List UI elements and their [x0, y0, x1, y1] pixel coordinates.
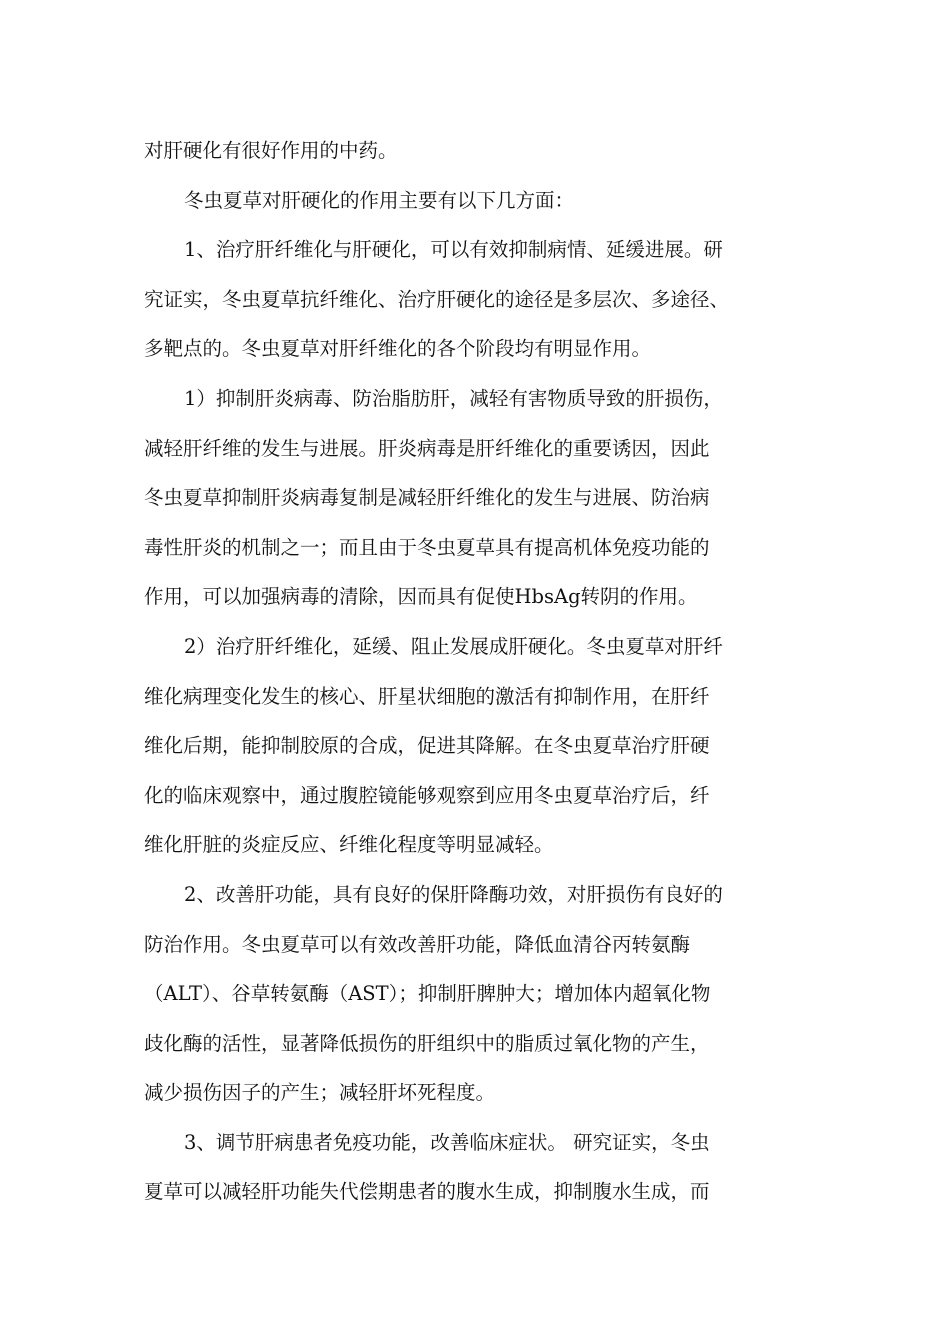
text-line-20: 减少损伤因子的产生；减轻肝坏死程度。: [144, 1081, 496, 1105]
text-line-5: 多靶点的。冬虫夏草对肝纤维化的各个阶段均有明显作用。: [144, 337, 652, 361]
body-text: [144, 126, 824, 1217]
text-line-16: 2、改善肝功能，具有良好的保肝降酶功效，对肝损伤有良好的: [184, 882, 723, 906]
text-line-6: 1）抑制肝炎病毒、防治脂肪肝，减轻有害物质导致的肝损伤，: [184, 386, 723, 410]
text-line-2: 冬虫夏草对肝硬化的作用主要有以下几方面：: [184, 188, 575, 212]
text-line-7: 减轻肝纤维的发生与进展。肝炎病毒是肝纤维化的重要诱因，因此: [144, 436, 710, 460]
text-line-1: 对肝硬化有很好作用的中药。: [144, 139, 398, 162]
text-line-9: 毒性肝炎的机制之一；而且由于冬虫夏草具有提高机体免疫功能的: [144, 535, 710, 559]
text-line-11: 2）治疗肝纤维化，延缓、阻止发展成肝硬化。冬虫夏草对肝纤: [184, 634, 723, 658]
text-line-8: 冬虫夏草抑制肝炎病毒复制是减轻肝纤维化的发生与进展、防治病: [144, 486, 710, 510]
text-line-17: 防治作用。冬虫夏草可以有效改善肝功能，降低血清谷丙转氨酶: [144, 932, 691, 956]
text-line-12: 维化病理变化发生的核心、肝星状细胞的激活有抑制作用，在肝纤: [144, 684, 710, 708]
text-line-3: 1、治疗肝纤维化与肝硬化，可以有效抑制病情、延缓进展。研: [184, 238, 723, 262]
text-line-18: （ALT）、谷草转氨酶（AST）；抑制肝脾肿大；增加体内超氧化物: [144, 982, 711, 1006]
text-line-14: 化的临床观察中，通过腹腔镜能够观察到应用冬虫夏草治疗后，纤: [144, 783, 710, 807]
text-line-10: 作用，可以加强病毒的清除，因而具有促使HbsAg转阴的作用。: [144, 585, 698, 609]
text-line-15: 维化肝脏的炎症反应、纤维化程度等明显减轻。: [144, 833, 554, 857]
text-line-19: 歧化酶的活性，显著降低损伤的肝组织中的脂质过氧化物的产生，: [144, 1031, 710, 1055]
text-line-22: 夏草可以减轻肝功能失代偿期患者的腹水生成，抑制腹水生成，而: [144, 1180, 710, 1204]
text-line-21: 3、调节肝病患者免疫功能，改善临床症状。 研究证实，冬虫: [184, 1130, 710, 1154]
text-line-4: 究证实，冬虫夏草抗纤维化、治疗肝硬化的途径是多层次、多途径、: [144, 287, 730, 311]
text-line-13: 维化后期，能抑制胶原的合成，促进其降解。在冬虫夏草治疗肝硬: [144, 734, 710, 758]
